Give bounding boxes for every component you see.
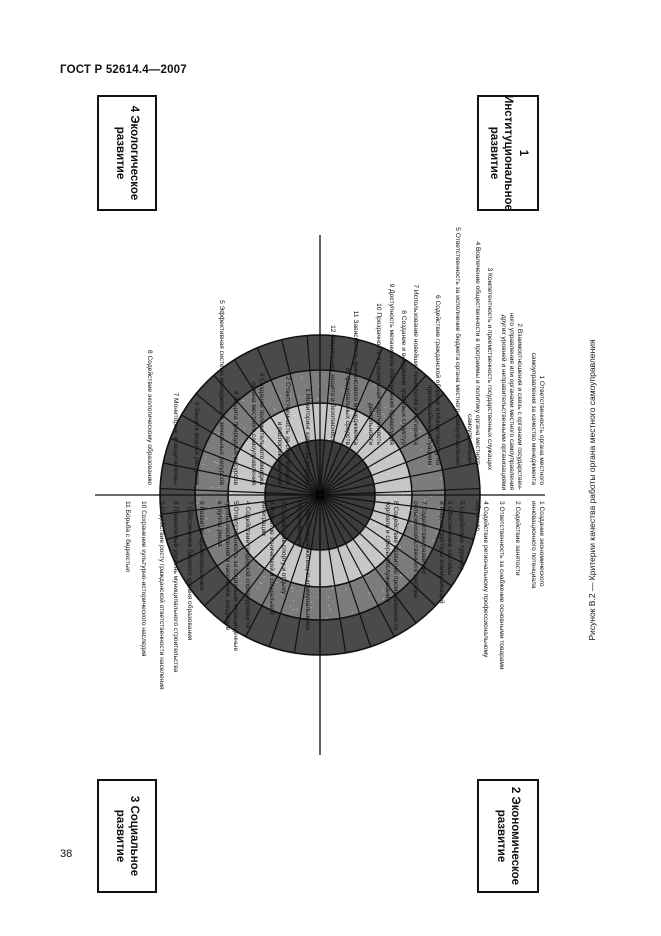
wheel-texture-dot: [231, 492, 232, 493]
wheel-texture-dot: [266, 459, 267, 460]
wheel-texture-dot: [401, 488, 402, 489]
wheel-texture-dot: [384, 407, 385, 408]
wheel-texture-dot: [420, 431, 421, 432]
wheel-texture-dot: [350, 544, 351, 545]
wheel-texture-dot: [421, 449, 422, 450]
wheel-texture-dot: [379, 538, 380, 539]
social-criterion: 5 Ответственность за социально незащищенные группы населения и населения, входящие в группы риска: [215, 501, 239, 652]
wheel-texture-dot: [387, 496, 388, 497]
wheel-texture-dot: [407, 488, 408, 489]
quadrant-box-ecological: 4 Экологическое развитие: [97, 95, 157, 211]
ecological-criterion: 5 Эффективная система менеджмента земельных ресурсов: [218, 300, 225, 485]
wheel-texture-dot: [206, 456, 207, 457]
quadrant-box-economic: 2 Экономическое развитие: [477, 779, 539, 893]
wheel-texture-dot: [330, 609, 331, 610]
wheel-texture-dot: [345, 588, 346, 589]
wheel-texture-dot: [379, 553, 380, 554]
economic-criterion: 5 Содействие туризму: [458, 501, 465, 570]
wheel-texture-dot: [387, 474, 388, 475]
wheel-texture-dot: [382, 413, 383, 414]
wheel-texture-dot: [376, 532, 377, 533]
wheel-texture-dot: [367, 454, 368, 455]
institutional-criterion: 3 Компетентность и преемственность государственных служащих: [486, 267, 493, 470]
wheel-texture-dot: [355, 555, 356, 556]
social-criterion: 4 Содействие гендерной справедливости: [244, 501, 251, 629]
wheel-texture-dot: [240, 474, 241, 475]
wheel-texture-dot: [290, 570, 291, 571]
wheel-texture-dot: [349, 546, 350, 547]
institutional-criterion: 4 Вовлечение общественности в программы и политику органа местного самоуправления: [465, 241, 481, 465]
wheel-texture-dot: [388, 459, 389, 460]
wheel-texture-dot: [380, 497, 381, 498]
wheel-texture-dot: [289, 578, 290, 579]
wheel-texture-dot: [292, 591, 293, 592]
wheel-texture-dot: [289, 545, 290, 546]
wheel-texture-dot: [253, 534, 254, 535]
wheel-texture-dot: [429, 466, 430, 467]
social-criterion: 11 Борьба с бедностью: [124, 501, 131, 573]
wheel-texture-dot: [432, 540, 433, 541]
wheel-texture-dot: [351, 559, 352, 560]
wheel-texture-dot: [270, 430, 271, 431]
social-criterion: 8 Приемлемый уровень муниципального строительства: [172, 501, 179, 673]
social-criterion: 2 Содействие спорту и отдыху: [280, 501, 287, 595]
social-criterion: 10 Сохранение культурно-исторического наследия: [140, 501, 147, 657]
social-criterion: 7 Обеспечение базового уровня образования: [186, 501, 193, 641]
wheel-texture-dot: [431, 496, 432, 497]
wheel-texture-dot: [311, 602, 312, 603]
economic-criterion: 6 Обеспечение системы и инфраструктуры коммуникаций: [437, 501, 453, 604]
wheel-texture-dot: [384, 416, 385, 417]
wheel-texture-dot: [332, 588, 333, 589]
wheel-texture-dot: [335, 558, 336, 559]
wheel-texture-dot: [365, 570, 366, 571]
wheel-texture-dot: [198, 498, 199, 499]
quadrant-box-institutional: 1 Институциональное развитие: [477, 95, 539, 211]
wheel-texture-dot: [355, 549, 356, 550]
economic-criterion: 7 Содействие развитию сельскохозяйственного сектора: [411, 501, 427, 598]
wheel-texture-dot: [243, 475, 244, 476]
figure-rotated: [95, 95, 545, 895]
figure-caption: Рисунок В.2 — Критерии качества работы органа местного самоуправления: [587, 339, 597, 641]
wheel-texture-dot: [360, 542, 361, 543]
ecological-criterion: 8 Содействие экологическому образованию: [146, 350, 153, 485]
ecological-criterion: 6 Защита водных ресурсов: [193, 401, 200, 485]
institutional-criterion: 10 Прозрачность и социальная подотчетность деятельности: [366, 303, 382, 445]
wheel-texture-dot: [293, 609, 294, 610]
wheel-texture-dot: [292, 557, 293, 558]
wheel-texture-dot: [395, 499, 396, 500]
economic-criterion: 8 Содействие развитию промышленности, торговли и сферы обслуживания: [383, 501, 399, 632]
wheel-texture-dot: [322, 431, 323, 432]
wheel-texture-dot: [380, 450, 381, 451]
institutional-criterion: 8 Создание и внедрение правовых структур: [400, 310, 407, 445]
ecological-criterion: 3 Создание положительного имиджа органа местного самоуправления: [249, 372, 265, 485]
wheel-texture-dot: [332, 585, 333, 586]
ecological-criterion: 2 Ответственность за сбор отходов и распоряжение ими: [275, 376, 291, 485]
wheel-texture-dot: [276, 582, 277, 583]
institutional-criterion: 11 Зависимость финансового менеджмента от федеральных средств: [343, 310, 359, 445]
wheel-texture-dot: [368, 575, 369, 576]
wheel-texture-dot: [292, 587, 293, 588]
standard-header: ГОСТ Р 52614.4—2007: [60, 64, 187, 76]
wheel-texture-dot: [251, 549, 252, 550]
wheel-texture-dot: [368, 593, 369, 594]
wheel-texture-dot: [352, 612, 353, 613]
wheel-texture-dot: [380, 490, 381, 491]
wheel-texture-dot: [227, 481, 228, 482]
wheel-texture-dot: [268, 419, 269, 420]
economic-criterion: 4 Содействие региональному профессиональному обучению: [473, 501, 489, 658]
wheel-texture-dot: [211, 487, 212, 488]
economic-criterion: 2 Содействие занятости: [514, 501, 521, 576]
institutional-criterion: 9 Доступность механизмов обеспечения правосудия: [388, 283, 395, 445]
wheel-texture-dot: [408, 509, 409, 510]
wheel-texture-dot: [317, 399, 318, 400]
page-number: 38: [60, 848, 73, 860]
wheel-texture-dot: [338, 556, 339, 557]
wheel-texture-dot: [203, 464, 204, 465]
quadrant-box-social: 3 Социальное развитие: [97, 779, 157, 893]
wheel-texture-dot: [214, 461, 215, 462]
institutional-criterion: 5 Ответственность за исполнение бюджета органа местного самоуправления: [454, 227, 461, 465]
wheel-texture-dot: [391, 499, 392, 500]
social-criterion: 9 Содействие росту гражданской ответственности населения: [158, 501, 165, 690]
wheel-texture-dot: [242, 441, 243, 442]
wheel-texture-dot: [326, 618, 327, 619]
wheel-texture-dot: [401, 455, 402, 456]
wheel-texture-dot: [397, 453, 398, 454]
wheel-texture-dot: [206, 518, 207, 519]
ecological-criterion: 1 Мониторинг качества воздуха: [304, 388, 311, 485]
economic-criterion: 1 Создание экономического инновационного потенциала: [529, 501, 545, 589]
wheel-texture-dot: [375, 506, 376, 507]
wheel-texture-dot: [265, 439, 266, 440]
social-criterion: 1 Обеспечение жилищно-коммунальными обслуживания: [295, 501, 311, 631]
wheel-texture-dot: [289, 581, 290, 582]
wheel-texture-dot: [244, 427, 245, 428]
wheel-texture-dot: [209, 530, 210, 531]
wheel-texture-dot: [365, 541, 366, 542]
wheel-texture-dot: [376, 523, 377, 524]
ecological-criterion: 7 Мониторинг и защита почвы: [172, 392, 179, 485]
wheel-texture-dot: [301, 440, 302, 441]
wheel-texture-dot: [292, 569, 293, 570]
wheel-texture-dot: [400, 574, 401, 575]
ecological-criterion: 4 Защита природных ресурсов: [232, 390, 239, 485]
institutional-criterion: 6 Содействие гражданской обороне и Министерству по чрезвычайным ситуациям: [425, 295, 441, 465]
wheel-texture-dot: [407, 525, 408, 526]
social-criterion: 6 Развитие здравоохранения: [198, 501, 205, 591]
economic-criterion: 3 Ответственность за снабжение основными товарами: [498, 501, 505, 670]
wheel-texture-dot: [440, 478, 441, 479]
wheel-texture-dot: [391, 449, 392, 450]
wheel-texture-dot: [343, 548, 344, 549]
wheel-texture-dot: [369, 521, 370, 522]
wheel-texture-dot: [256, 489, 257, 490]
wheel-texture-dot: [255, 558, 256, 559]
wheel-texture-dot: [315, 551, 316, 552]
wheel-texture-dot: [298, 439, 299, 440]
wheel-texture-dot: [324, 568, 325, 569]
wheel-texture-dot: [381, 556, 382, 557]
institutional-criterion: 1 Ответственность органа местного самоуправления за качество менеджмента: [529, 352, 545, 485]
institutional-criterion: 12 Социальная защита и безопасность: [329, 325, 336, 445]
wheel-texture-dot: [323, 567, 324, 568]
institutional-criterion: 7 Использование новейших технологий и Интернета: [412, 284, 419, 445]
wheel-texture-dot: [328, 605, 329, 606]
social-criterion: 3 Развитие этнической и социальной интеграции: [259, 501, 275, 615]
wheel-texture-dot: [318, 386, 319, 387]
wheel-texture-dot: [412, 489, 413, 490]
wheel-texture-dot: [400, 546, 401, 547]
wheel-texture-dot: [369, 549, 370, 550]
wheel-texture-dot: [295, 415, 296, 416]
wheel-texture-dot: [299, 396, 300, 397]
wheel-texture-dot: [272, 447, 273, 448]
institutional-criterion: 2 Взаимоотношения и связь с органами государствен- ного управления или органами местного самоуправления других уровней и неправительственными организациями: [499, 312, 523, 490]
wheel-texture-dot: [401, 575, 402, 576]
wheel-texture-dot: [205, 458, 206, 459]
wheel-texture-dot: [290, 606, 291, 607]
wheel-texture-dot: [370, 531, 371, 532]
wheel-texture-dot: [218, 487, 219, 488]
wheel-texture-dot: [291, 573, 292, 574]
wheel-texture-dot: [337, 436, 338, 437]
wheel-texture-dot: [317, 597, 318, 598]
wheel-texture-dot: [328, 596, 329, 597]
wheel-texture-dot: [255, 509, 256, 510]
wheel-texture-dot: [243, 400, 244, 401]
wheel-texture-dot: [397, 486, 398, 487]
